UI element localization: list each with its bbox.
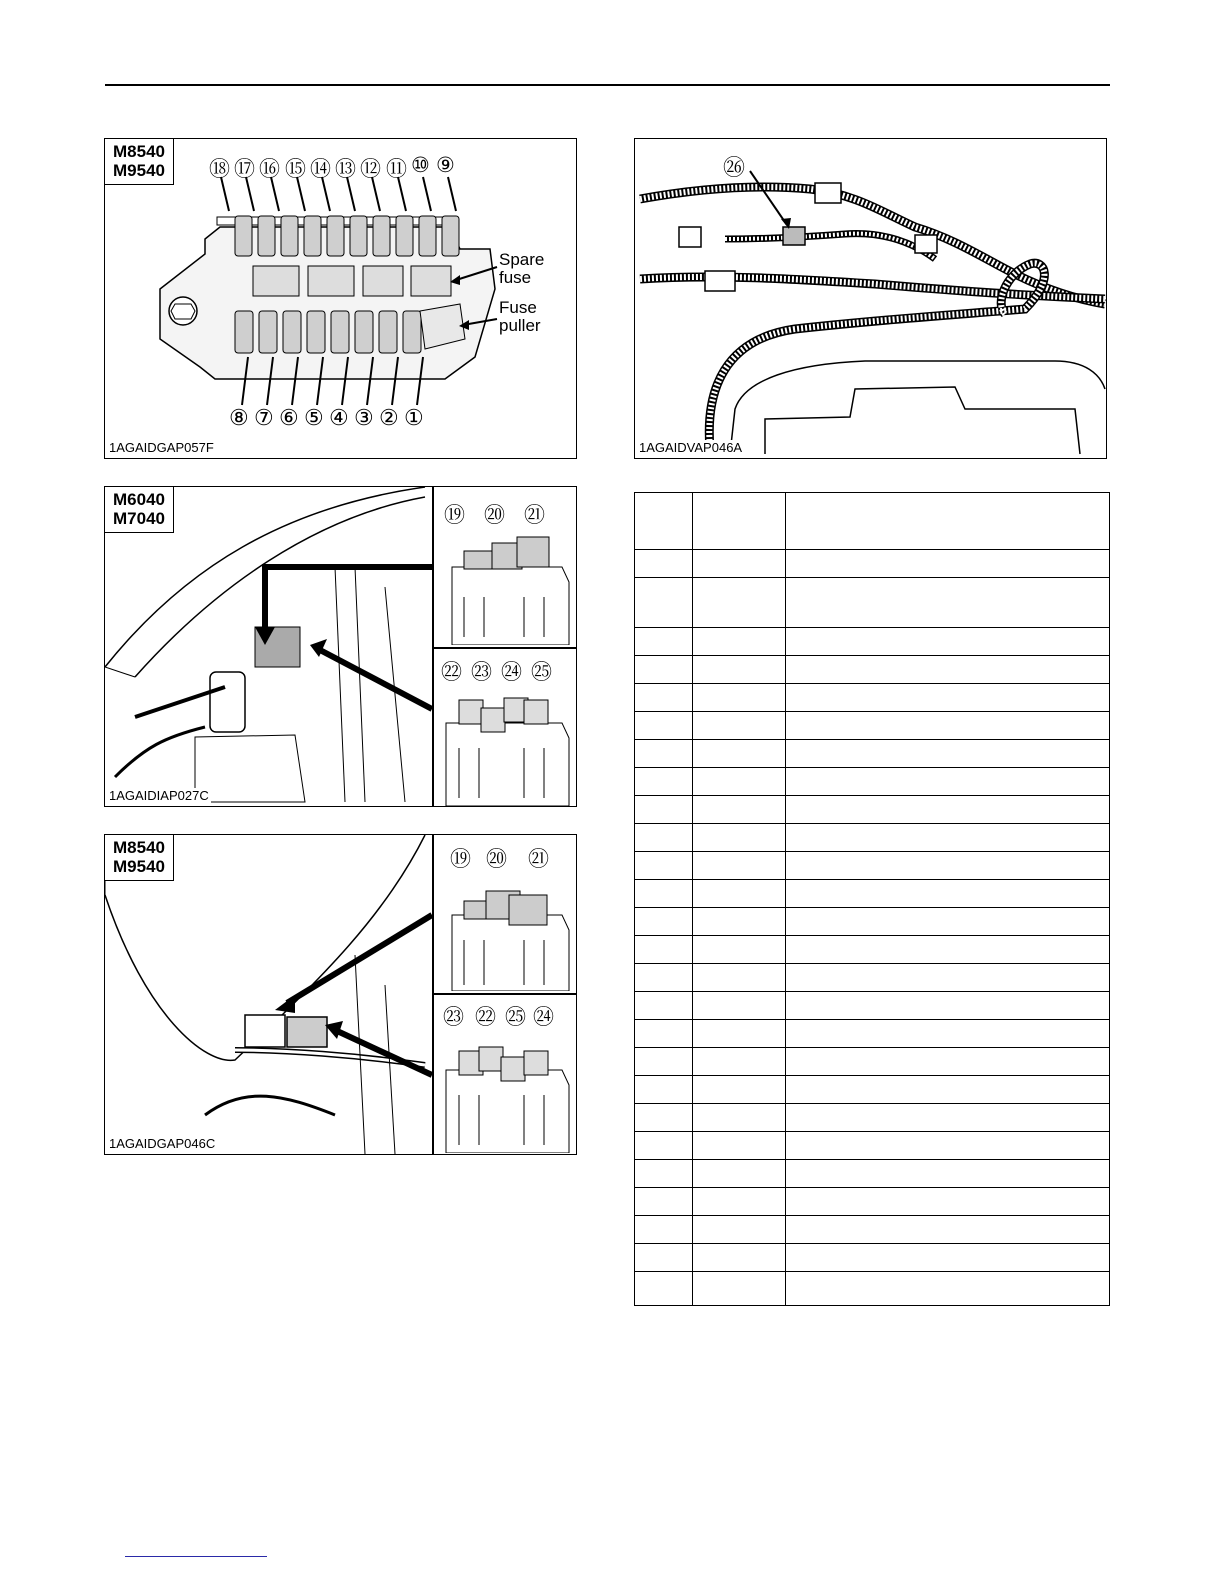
table-cell [635,880,693,908]
table-cell [635,1160,693,1188]
figure-code: 1AGAIDVAP046A [639,440,743,455]
table-row [635,880,1110,908]
table-row [635,628,1110,656]
table-row [635,908,1110,936]
harness-number: ㉖ [723,155,746,180]
table-cell [786,964,1110,992]
table-row [635,824,1110,852]
fuse [403,311,421,353]
relay-number: ㉔ [501,661,522,684]
table-cell [693,1076,786,1104]
table-cell [786,880,1110,908]
table-cell [693,740,786,768]
table-cell [635,684,693,712]
table-cell [786,1076,1110,1104]
table-cell [786,740,1110,768]
footer-link-underline [125,1556,267,1557]
table-cell [786,1132,1110,1160]
label-line: fuse [499,268,532,287]
table-cell [786,1104,1110,1132]
fuse-number: ⑦ [254,405,274,430]
relay-number: ⑲ [444,504,465,527]
header-rule [105,84,1110,86]
figure-code: 1AGAIDGAP046C [109,1136,216,1151]
relay-number: ⑲ [450,848,471,871]
table-cell [693,1132,786,1160]
fuse [235,311,253,353]
model-name: M9540 [113,857,165,876]
fuse [304,216,321,256]
relay-number: ㉕ [505,1006,526,1029]
table-cell [693,628,786,656]
fuse [419,216,436,256]
figure-code: 1AGAIDIAP027C [109,788,209,803]
table-cell [786,1020,1110,1048]
table-cell [786,1160,1110,1188]
fuse [331,311,349,353]
table-cell [786,992,1110,1020]
fuse [442,216,459,256]
pointer-line [423,177,431,211]
model-label [105,139,174,185]
fuse-number: ⑰ [234,158,255,181]
fuse-number: ⑥ [279,405,299,430]
table-cell [635,550,693,578]
fuse-number: ① [404,405,424,430]
table-cell [635,1216,693,1244]
fuse [327,216,344,256]
table-row [635,740,1110,768]
table-cell [786,796,1110,824]
table-cell [786,712,1110,740]
table-cell [635,1104,693,1132]
table-cell [693,1160,786,1188]
table-cell [635,628,693,656]
table-cell [693,908,786,936]
table-cell [786,684,1110,712]
table-row [635,550,1110,578]
table-cell [635,964,693,992]
table-cell [693,1272,786,1306]
table-row [635,964,1110,992]
label-line: puller [499,316,541,335]
table-cell [635,712,693,740]
table-cell [635,1048,693,1076]
table-cell [693,1216,786,1244]
fuse [307,311,325,353]
table-cell [635,824,693,852]
relay-number: ㉕ [531,661,552,684]
table-row [635,1272,1110,1306]
table-cell [786,628,1110,656]
table-cell [693,684,786,712]
table-row [635,1132,1110,1160]
model-label [105,487,174,533]
fuse-number: ⑩ [411,154,430,177]
table-cell [786,936,1110,964]
relay-number: ⑳ [486,848,507,871]
table-cell [635,1244,693,1272]
table-cell [635,908,693,936]
table-cell [635,768,693,796]
model-name: M9540 [113,161,165,180]
spare-fuse-label [499,251,544,287]
fuse [373,216,390,256]
table-cell [635,740,693,768]
table-cell [635,656,693,684]
table-cell [693,936,786,964]
table-cell [693,1244,786,1272]
table-row [635,1244,1110,1272]
table-cell [693,1188,786,1216]
label-line: Spare [499,250,545,269]
fuse-number: ⑤ [304,405,324,430]
table-row [635,992,1110,1020]
table-cell [635,992,693,1020]
fuse [379,311,397,353]
table-cell [693,493,786,550]
table-cell [693,992,786,1020]
table-cell [786,1188,1110,1216]
table-cell [693,712,786,740]
figure-code: 1AGAIDGAP057F [109,440,214,455]
table-row [635,1076,1110,1104]
pointer-line [448,177,456,211]
table-cell [786,578,1110,628]
table-cell [635,1132,693,1160]
relay-number: ⑳ [484,504,505,527]
model-name: M8540 [113,838,165,857]
table-cell [693,656,786,684]
fuse-number: ④ [329,405,349,430]
table-cell [693,796,786,824]
table-cell [693,824,786,852]
table-cell [693,964,786,992]
table-row [635,852,1110,880]
table-row [635,1216,1110,1244]
table-cell [786,1048,1110,1076]
fuse-number: ⑭ [310,158,331,181]
model-label [105,835,174,881]
table-cell [693,550,786,578]
fuse-number: ⑱ [209,158,230,181]
table-cell [693,1048,786,1076]
relay-number: ㉓ [471,661,492,684]
table-cell [693,1020,786,1048]
table-row [635,1188,1110,1216]
fuse-number: ② [379,405,399,430]
table-cell [635,1020,693,1048]
table-cell [635,1272,693,1306]
harness-figure [634,138,1107,459]
table-row [635,578,1110,628]
table-cell [786,550,1110,578]
fuse [281,216,298,256]
table-cell [693,1104,786,1132]
fuse-number: ⑬ [335,158,356,181]
fuse-number: ⑪ [386,158,407,181]
table-cell [635,796,693,824]
table-row [635,493,1110,550]
table-row [635,1104,1110,1132]
table-row [635,1160,1110,1188]
table-cell [786,1216,1110,1244]
table-row [635,684,1110,712]
model-name: M7040 [113,509,165,528]
fuse-number: ⑫ [360,158,381,181]
table-cell [786,493,1110,550]
relay-number: ㉔ [533,1006,554,1029]
table-cell [786,852,1110,880]
relay-number: ㉒ [475,1006,496,1029]
table-cell [786,824,1110,852]
table-cell [693,852,786,880]
fuse-table [634,492,1110,1306]
fuse [259,311,277,353]
fuse [283,311,301,353]
table-cell [786,768,1110,796]
fuse-number: ③ [354,405,374,430]
relay-number: ㉑ [524,504,545,527]
fuse-number: ⑮ [285,158,306,181]
table-row [635,796,1110,824]
fuse-puller-label [499,299,541,335]
table-cell [635,936,693,964]
table-cell [786,1244,1110,1272]
fuse [396,216,413,256]
table-row [635,936,1110,964]
harness-illustration [635,139,1106,458]
table-cell [786,908,1110,936]
label-line: Fuse [499,298,537,317]
fuse [258,216,275,256]
fuse [355,311,373,353]
table-row [635,1020,1110,1048]
relay-number: ㉒ [441,661,462,684]
relay-number: ㉓ [443,1006,464,1029]
fuse [235,216,252,256]
fuse-number: ⑯ [259,158,280,181]
table-row [635,712,1110,740]
relay-figure-m6040 [104,486,577,807]
table-cell [635,852,693,880]
table-row [635,656,1110,684]
table-cell [786,656,1110,684]
table-cell [635,1076,693,1104]
model-name: M8540 [113,142,165,161]
table-cell [635,578,693,628]
relay-number: ㉑ [528,848,549,871]
table-row [635,1048,1110,1076]
relay-figure-m8540 [104,834,577,1155]
fuse-number: ⑧ [229,405,249,430]
table-cell [693,768,786,796]
table-cell [786,1272,1110,1306]
fuse-box-figure [104,138,577,459]
table-cell [635,493,693,550]
fuse-number: ⑨ [436,154,455,177]
table-cell [693,578,786,628]
fuse [350,216,367,256]
table-cell [693,880,786,908]
table-row [635,768,1110,796]
table-cell [635,1188,693,1216]
model-name: M6040 [113,490,165,509]
